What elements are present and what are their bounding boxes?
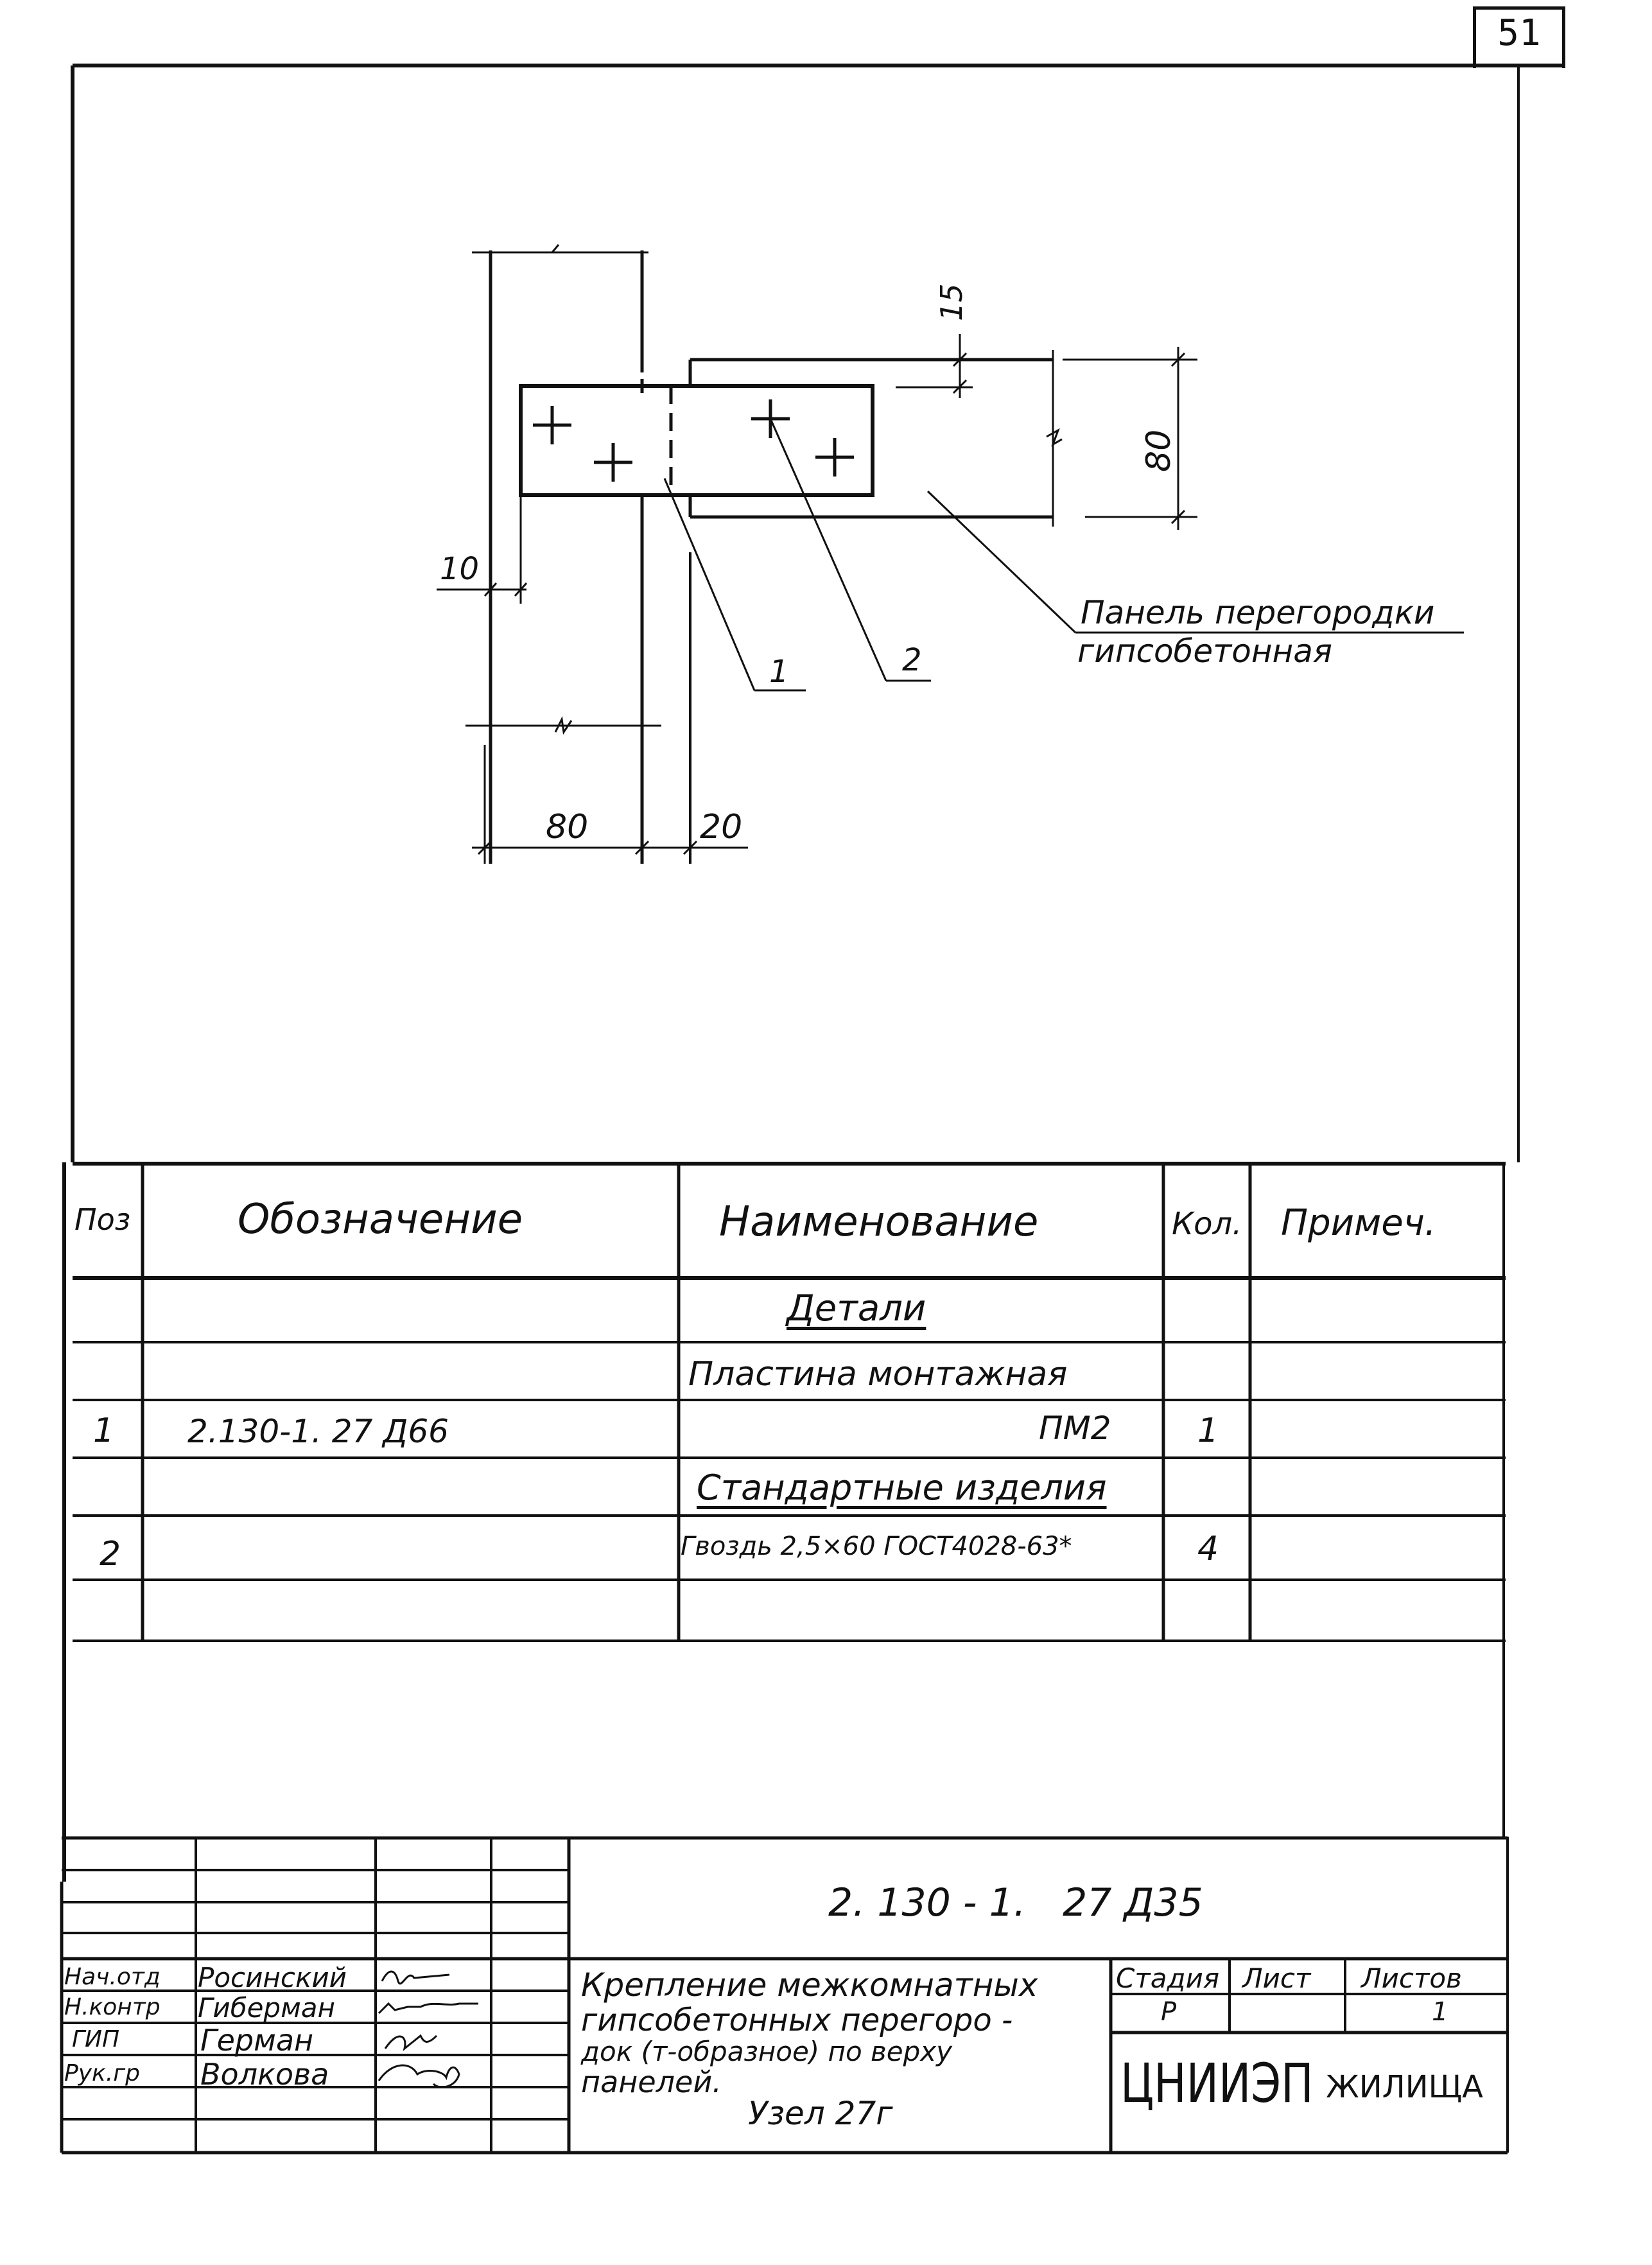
title-line-4: панелей. [581,2065,722,2099]
dim-15-label: 15 [934,283,969,321]
header-pos: Поз [74,1202,131,1237]
signature-role-3: ГИП [72,2026,120,2052]
sheets-header: Листов [1361,1963,1462,1994]
signature-name-2: Гиберман [198,1992,335,2024]
dim-80-horizontal-label: 80 [546,808,589,846]
sheet-header: Лист [1242,1963,1311,1994]
title-line-2: гипсобетонных перегоро - [581,2002,1013,2038]
sheet-number: 51 [1497,12,1541,54]
signature-role-4: Рук.гр [64,2060,140,2086]
leader-1-label: 1 [769,654,789,690]
sheets-value: 1 [1432,1997,1448,2027]
row-1-pos: 1 [93,1412,115,1450]
header-designation: Обозначение [238,1196,523,1243]
node-subtitle: Узел 27г [748,2095,893,2132]
row-2-name: Гвоздь 2,5×60 ГОСТ4028-63* [681,1532,1072,1561]
leader-2-label: 2 [902,642,922,678]
drawing-code: 2. 130 - 1. 27 Д35 [828,1880,1203,1925]
title-line-1: Крепление межкомнатных [581,1966,1038,2004]
organization-sub: ЖИЛИЩА [1326,2069,1483,2105]
header-note: Примеч. [1281,1202,1436,1244]
dim-80-vertical-label: 80 [1140,429,1178,472]
row-details-name: Детали [787,1288,926,1329]
signature-name-1: Росинский [198,1962,347,1993]
stage-value: Р [1161,1997,1177,2027]
organization-main: ЦНИИЭП [1120,2052,1314,2115]
dim-20-label: 20 [700,808,743,846]
row-1-name: ПМ2 [1039,1410,1111,1447]
row-2-qty: 4 [1197,1530,1219,1568]
row-plate-name: Пластина монтажная [688,1355,1068,1394]
node-drawing [437,245,1464,864]
signature-role-2: Н.контр [64,1994,161,2020]
stage-header: Стадия [1116,1963,1220,1994]
row-1-qty: 1 [1197,1412,1219,1450]
signature-role-1: Нач.отд [64,1964,161,1990]
header-name: Наименование [719,1198,1039,1246]
panel-label-line1: Панель перегородки [1081,594,1435,631]
signature-name-4: Волкова [200,2057,329,2092]
signatures [379,1972,478,2087]
row-2-pos: 2 [100,1535,121,1573]
header-qty: Кол. [1172,1206,1242,1242]
dim-10-label: 10 [440,551,480,587]
row-1-designation: 2.130-1. 27 Д66 [187,1413,449,1450]
signature-name-3: Герман [200,2023,314,2058]
title-line-3: док (т-образное) по верху [581,2036,952,2067]
panel-label-line2: гипсобетонная [1077,633,1332,670]
row-standard-name: Стандартные изделия [697,1467,1107,1508]
